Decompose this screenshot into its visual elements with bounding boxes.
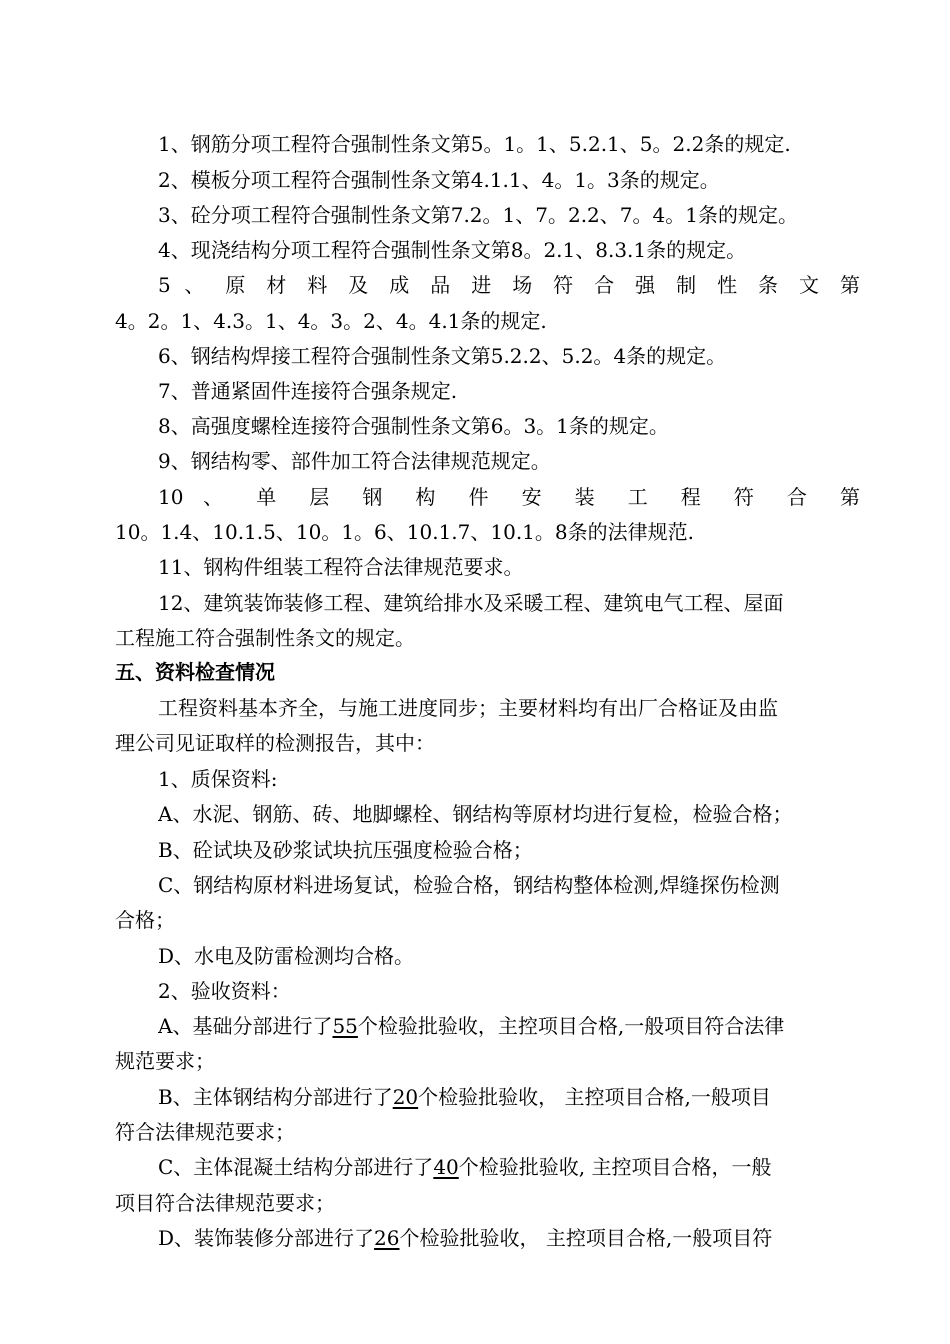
clause-12-continued: 工程施工符合强制性条文的规定。 — [115, 626, 415, 650]
clause-5-continued: 4。2。1、4.3。1、4。3。2、4。4.1条的规定. — [115, 309, 547, 333]
batch-count-c: 40 — [433, 1155, 459, 1179]
quality-item-d: D、水电及防雷检测均合格。 — [158, 944, 415, 968]
clause-2: 2、模板分项工程符合强制性条文第4.1.1、4。1。3条的规定。 — [158, 168, 720, 192]
clause-5: 5 、 原 材 料 及 成 品 进 场 符 合 强 制 性 条 文 第 — [158, 273, 860, 297]
clause-8: 8、高强度螺栓连接符合强制性条文第6。3。1条的规定。 — [158, 414, 669, 438]
acceptance-item-b-continued: 符合法律规范要求； — [115, 1120, 295, 1144]
quality-docs-title: 1、质保资料: — [158, 767, 278, 791]
quality-item-a: A、水泥、钢筋、砖、地脚螺栓、钢结构等原材均进行复检，检验合格； — [158, 802, 793, 826]
clause-1: 1、钢筋分项工程符合强制性条文第5。1。1、5.2.1、5。2.2条的规定. — [158, 132, 791, 156]
clause-12: 12、建筑装饰装修工程、建筑给排水及采暖工程、建筑电气工程、屋面 — [158, 591, 784, 615]
clause-7: 7、普通紧固件连接符合强条规定. — [158, 379, 458, 403]
acceptance-item-a-continued: 规范要求； — [115, 1049, 215, 1073]
clause-3: 3、砼分项工程符合强制性条文第7.2。1、7。2.2、7。4。1条的规定。 — [158, 203, 798, 227]
acceptance-item-b: B、主体钢结构分部进行了20个检验批验收， 主控项目合格,一般项目 — [158, 1085, 771, 1109]
quality-item-b: B、砼试块及砂浆试块抗压强度检验合格； — [158, 838, 533, 862]
acceptance-item-d: D、装饰装修分部进行了26个检验批验收， 主控项目合格,一般项目符 — [158, 1226, 773, 1250]
quality-item-c-continued: 合格； — [115, 908, 175, 932]
intro-paragraph-continued: 理公司见证取样的检测报告，其中： — [115, 731, 435, 755]
section-heading: 五、资料检查情况 — [115, 660, 275, 684]
intro-paragraph: 工程资料基本齐全，与施工进度同步；主要材料均有出厂合格证及由监 — [158, 696, 778, 720]
quality-item-c: C、钢结构原材料进场复试，检验合格，钢结构整体检测,焊缝探伤检测 — [158, 873, 780, 897]
acceptance-item-a: A、基础分部进行了55个检验批验收，主控项目合格,一般项目符合法律 — [158, 1014, 785, 1038]
batch-count-b: 20 — [392, 1085, 419, 1109]
acceptance-item-c: C、主体混凝土结构分部进行了40个检验批验收, 主控项目合格，一般 — [158, 1155, 772, 1179]
clause-10-continued: 10。1.4、10.1.5、10。1。6、10.1.7、10.1。8条的法律规范. — [115, 520, 694, 544]
clause-4: 4、现浇结构分项工程符合强制性条文第8。2.1、8.3.1条的规定。 — [158, 238, 747, 262]
clause-6: 6、钢结构焊接工程符合强制性条文第5.2.2、5.2。4条的规定。 — [158, 344, 727, 368]
acceptance-item-c-continued: 项目符合法律规范要求； — [115, 1191, 335, 1215]
clause-11: 11、钢构件组装工程符合法律规范要求。 — [158, 555, 524, 579]
batch-count-a: 55 — [332, 1014, 358, 1038]
batch-count-d: 26 — [374, 1226, 400, 1250]
clause-9: 9、钢结构零、部件加工符合法律规范规定。 — [158, 449, 551, 473]
clause-10: 10 、 单 层 钢 构 件 安 装 工 程 符 合 第 — [158, 485, 860, 509]
acceptance-docs-title: 2、验收资料： — [158, 979, 291, 1003]
